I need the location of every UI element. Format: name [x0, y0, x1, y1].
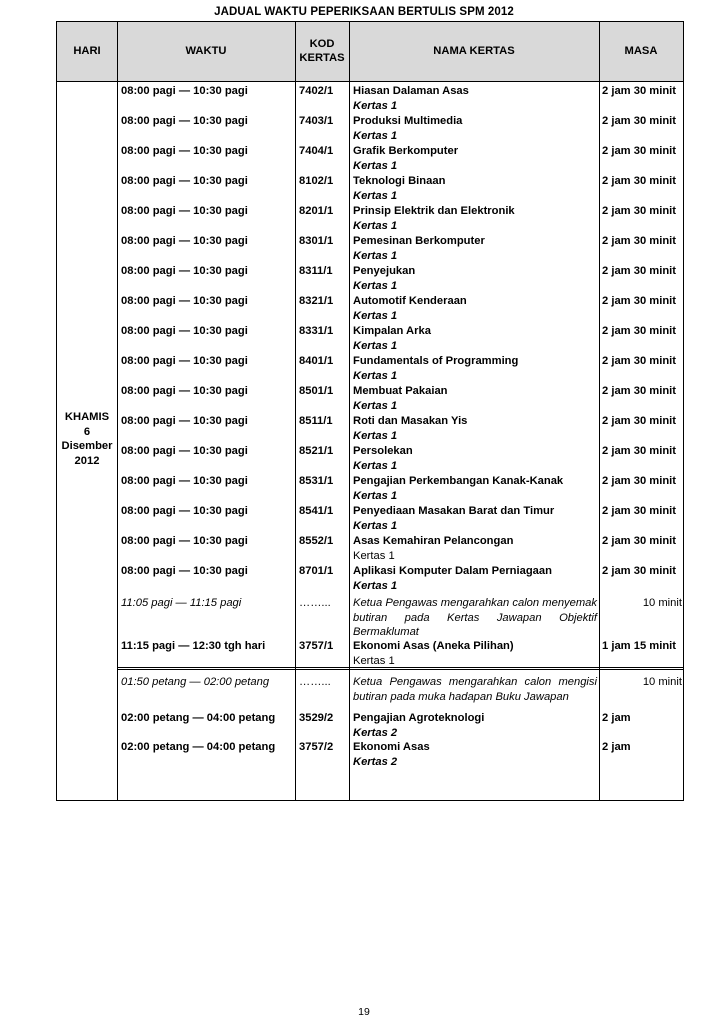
row-kod: 7404/1 — [299, 145, 334, 157]
header-kod-kertas — [295, 22, 349, 80]
row-nama-title: Ekonomi Asas (Aneka Pilihan) — [353, 640, 514, 652]
row-kod: 8301/1 — [299, 235, 334, 247]
header-hari: HARI — [73, 45, 101, 57]
row-kod: 8201/1 — [299, 205, 334, 217]
row-nama-sub: Kertas 1 — [353, 369, 398, 382]
row-kod: 8701/1 — [299, 565, 334, 577]
row-nama-sub: Kertas 1 — [353, 429, 398, 442]
row-nama-title: Fundamentals of Programming — [353, 355, 519, 367]
row-kod: 3757/1 — [299, 640, 334, 652]
row-nama — [353, 114, 601, 143]
row-nama-sub: Kertas 1 — [353, 339, 398, 352]
row-nama — [353, 740, 601, 769]
row-masa: 2 jam 30 minit — [602, 325, 676, 337]
row-nama — [353, 414, 601, 443]
row-masa: 2 jam 30 minit — [602, 235, 676, 247]
row-waktu: 08:00 pagi — 10:30 pagi — [121, 265, 248, 277]
row-nama-sub: Kertas 1 — [353, 219, 398, 232]
row-masa: 2 jam 30 minit — [602, 445, 676, 457]
row-kod: 3757/2 — [299, 741, 334, 753]
row-nama-sub: Kertas 1 — [353, 579, 398, 592]
row-masa: 1 jam 15 minit — [602, 640, 676, 652]
row-masa: 2 jam 30 minit — [602, 205, 676, 217]
row-nama — [353, 711, 601, 740]
row-masa: 2 jam 30 minit — [602, 475, 676, 487]
row-kod: 7402/1 — [299, 85, 334, 97]
note-waktu: 11:05 pagi — 11:15 pagi — [121, 597, 242, 609]
header-waktu: WAKTU — [185, 45, 227, 57]
hari-year: 2012 — [74, 454, 100, 467]
row-masa: 2 jam 30 minit — [602, 145, 676, 157]
row-nama — [353, 84, 601, 113]
row-nama — [353, 354, 601, 383]
row-nama — [353, 144, 601, 173]
row-waktu: 08:00 pagi — 10:30 pagi — [121, 445, 248, 457]
row-nama-sub: Kertas 1 — [353, 279, 398, 292]
row-masa: 2 jam — [602, 712, 631, 724]
row-nama-title: Produksi Multimedia — [353, 115, 463, 127]
row-masa: 2 jam 30 minit — [602, 295, 676, 307]
row-nama — [353, 504, 601, 533]
row-nama-title: Roti dan Masakan Yis — [353, 415, 468, 427]
row-waktu: 11:15 pagi — 12:30 tgh hari — [121, 640, 266, 652]
row-nama — [353, 444, 601, 473]
row-waktu: 08:00 pagi — 10:30 pagi — [121, 115, 248, 127]
row-waktu: 08:00 pagi — 10:30 pagi — [121, 475, 248, 487]
row-nama-title: Teknologi Binaan — [353, 175, 446, 187]
row-kod: 8102/1 — [299, 175, 334, 187]
header-kod-line2: KERTAS — [299, 52, 345, 64]
column-divider — [117, 22, 118, 800]
row-kod: 8521/1 — [299, 445, 334, 457]
row-kod: 8331/1 — [299, 325, 334, 337]
row-nama-sub: Kertas 1 — [353, 309, 398, 322]
row-masa: 2 jam 30 minit — [602, 415, 676, 427]
row-masa: 2 jam 30 minit — [602, 115, 676, 127]
row-nama-title: Hiasan Dalaman Asas — [353, 85, 469, 97]
row-masa: 2 jam 30 minit — [602, 385, 676, 397]
row-kod: 8401/1 — [299, 355, 334, 367]
header-nama-kertas: NAMA KERTAS — [433, 45, 515, 57]
row-waktu: 08:00 pagi — 10:30 pagi — [121, 145, 248, 157]
row-waktu: 08:00 pagi — 10:30 pagi — [121, 385, 248, 397]
note-kod: ……... — [299, 597, 331, 609]
row-nama-title: Asas Kemahiran Pelancongan — [353, 535, 514, 547]
page-title: JADUAL WAKTU PEPERIKSAAN BERTULIS SPM 2012 — [214, 6, 514, 18]
column-divider — [295, 22, 296, 800]
row-nama — [353, 174, 601, 203]
row-masa: 2 jam 30 minit — [602, 565, 676, 577]
row-nama — [353, 639, 601, 668]
row-nama-title: Pemesinan Berkomputer — [353, 235, 485, 247]
row-nama-title: Automotif Kenderaan — [353, 295, 467, 307]
row-nama-title: Penyejukan — [353, 265, 416, 277]
row-waktu: 08:00 pagi — 10:30 pagi — [121, 415, 248, 427]
row-nama-title: Kimpalan Arka — [353, 325, 431, 337]
note-kod: ……... — [299, 676, 331, 688]
row-nama-title: Aplikasi Komputer Dalam Perniagaan — [353, 565, 552, 577]
header-masa: MASA — [624, 45, 658, 57]
row-nama-title: Pengajian Agroteknologi — [353, 712, 485, 724]
row-waktu: 02:00 petang — 04:00 petang — [121, 741, 276, 753]
double-divider — [117, 667, 683, 670]
row-nama-title: Prinsip Elektrik dan Elektronik — [353, 205, 515, 217]
row-masa: 2 jam 30 minit — [602, 265, 676, 277]
row-nama — [353, 324, 601, 353]
row-kod: 8511/1 — [299, 415, 333, 427]
row-nama — [353, 264, 601, 293]
row-masa: 2 jam 30 minit — [602, 505, 676, 517]
row-nama-sub: Kertas 1 — [353, 189, 398, 202]
row-masa: 2 jam 30 minit — [602, 355, 676, 367]
row-nama-sub: Kertas 1 — [353, 489, 398, 502]
header-kod-line1: KOD — [309, 38, 335, 50]
note-text: Ketua Pengawas mengarahkan calon menyemak butiran pada Kertas Jawapan Objektif Bermaklumat — [353, 597, 597, 638]
row-kod: 8541/1 — [299, 505, 334, 517]
row-masa: 2 jam 30 minit — [602, 85, 676, 97]
row-nama-title: Pengajian Perkembangan Kanak-Kanak — [353, 475, 564, 487]
row-kod: 8531/1 — [299, 475, 334, 487]
note-masa: 10 minit — [642, 597, 682, 609]
row-kod: 8552/1 — [299, 535, 334, 547]
exam-timetable — [56, 21, 684, 801]
row-nama-title: Persolekan — [353, 445, 413, 457]
row-nama-title: Membuat Pakaian — [353, 385, 448, 397]
row-nama-sub: Kertas 1 — [353, 159, 398, 172]
row-nama-sub: Kertas 1 — [353, 249, 398, 262]
row-nama-title: Grafik Berkomputer — [353, 145, 459, 157]
row-nama — [353, 474, 601, 503]
row-waktu: 08:00 pagi — 10:30 pagi — [121, 85, 248, 97]
row-nama-sub: Kertas 1 — [353, 654, 395, 667]
row-nama — [353, 384, 601, 413]
row-nama-title: Ekonomi Asas — [353, 741, 430, 753]
note-masa: 10 minit — [642, 676, 682, 688]
row-waktu: 08:00 pagi — 10:30 pagi — [121, 355, 248, 367]
row-waktu: 08:00 pagi — 10:30 pagi — [121, 295, 248, 307]
row-nama-sub: Kertas 2 — [353, 755, 398, 768]
row-nama-sub: Kertas 1 — [353, 549, 395, 562]
hari-date: 6 — [83, 425, 91, 438]
row-waktu: 08:00 pagi — 10:30 pagi — [121, 205, 248, 217]
row-nama-sub: Kertas 1 — [353, 459, 398, 472]
row-waktu: 08:00 pagi — 10:30 pagi — [121, 505, 248, 517]
row-kod: 8501/1 — [299, 385, 334, 397]
row-nama-sub: Kertas 2 — [353, 726, 398, 739]
row-waktu: 08:00 pagi — 10:30 pagi — [121, 235, 248, 247]
row-nama-sub: Kertas 1 — [353, 99, 398, 112]
row-waktu: 08:00 pagi — 10:30 pagi — [121, 175, 248, 187]
row-waktu: 08:00 pagi — 10:30 pagi — [121, 565, 248, 577]
row-nama-sub: Kertas 1 — [353, 519, 398, 532]
hari-day: KHAMIS — [64, 411, 110, 423]
row-masa: 2 jam 30 minit — [602, 535, 676, 547]
row-kod: 8321/1 — [299, 295, 334, 307]
note-waktu: 01:50 petang — 02:00 petang — [121, 676, 270, 688]
row-waktu: 08:00 pagi — 10:30 pagi — [121, 325, 248, 337]
row-kod: 7403/1 — [299, 115, 334, 127]
row-masa: 2 jam — [602, 741, 631, 753]
row-nama-title: Penyediaan Masakan Barat dan Timur — [353, 505, 555, 517]
page-number: 19 — [358, 1006, 370, 1018]
row-kod: 3529/2 — [299, 712, 334, 724]
row-nama — [353, 294, 601, 323]
hari-month: Disember — [61, 440, 113, 452]
row-nama — [353, 564, 601, 593]
hari-cell — [57, 410, 117, 468]
row-nama-sub: Kertas 1 — [353, 399, 398, 412]
row-nama-sub: Kertas 1 — [353, 129, 398, 142]
row-nama — [353, 534, 601, 563]
note-text: Ketua Pengawas mengarahkan calon mengisi butiran pada muka hadapan Buku Jawapan — [353, 676, 597, 703]
row-nama — [353, 204, 601, 233]
row-kod: 8311/1 — [299, 265, 333, 277]
row-nama — [353, 234, 601, 263]
row-waktu: 08:00 pagi — 10:30 pagi — [121, 535, 248, 547]
row-masa: 2 jam 30 minit — [602, 175, 676, 187]
row-waktu: 02:00 petang — 04:00 petang — [121, 712, 276, 724]
